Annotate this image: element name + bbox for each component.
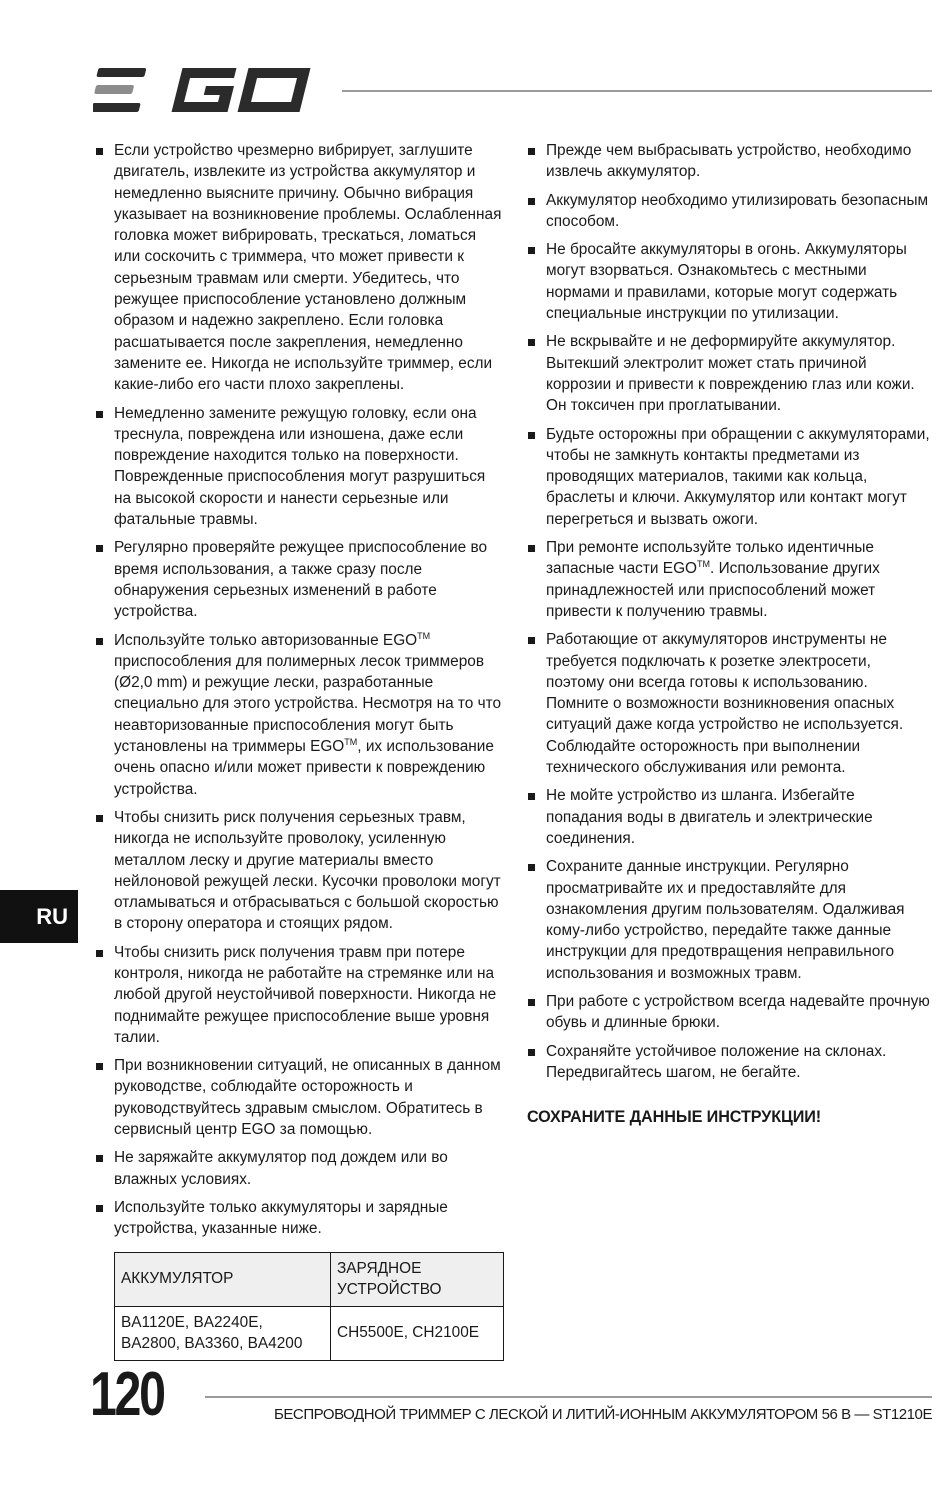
trademark-mark: TM <box>417 630 431 641</box>
list-item-authorized-accessories <box>95 630 505 800</box>
table-header-charger: ЗАРЯДНОЕ УСТРОЙСТВО <box>331 1252 504 1306</box>
list-item: Если устройство чрезмерно вибрирует, заглушите двигатель, извлеките из устройства аккумулятор и немедленно выясните причину. Обычно вибрация указывает на возникновение проблемы. Ослабленная головка может вибрировать, трескаться, ломаться или соскочить с триммера, что может привести к серьезным травмам или смерти. Убедитесь, что режущее приспособление установлено должным образом и надежно закреплено. Если головка расшатывается после закрепления, немедленно замените ее. Никогда не используйте триммер, если какие-либо его части плохо закреплены. <box>95 140 505 396</box>
footer-rule <box>205 1396 932 1398</box>
left-column <box>95 140 505 1361</box>
list-item: При работе с устройством всегда надевайте прочную обувь и длинные брюки. <box>527 991 932 1034</box>
table-row <box>115 1306 504 1360</box>
list-item: Аккумулятор необходимо утилизировать безопасным способом. <box>527 190 932 233</box>
list-item: Чтобы снизить риск получения травм при потере контроля, никогда не работайте на стремянке или на любой другой неустойчивой поверхности. Никогда не поднимайте режущее приспособление выше уровня талии. <box>95 942 505 1048</box>
trademark-mark: TM <box>344 737 358 748</box>
list-item: Сохраняйте устойчивое положение на склонах. Передвигайтесь шагом, не бегайте. <box>527 1041 932 1084</box>
list-item: Работающие от аккумуляторов инструменты не требуется подключать к розетке электросети, поэтому они всегда готовы к использованию. Помните о возможности возникновения опасных ситуаций даже когда устройство не используется. Соблюдайте осторожность при выполнении технического обслуживания или ремонта. <box>527 629 932 778</box>
list-item: Не заряжайте аккумулятор под дождем или во влажных условиях. <box>95 1147 505 1190</box>
list-item: Не мойте устройство из шланга. Избегайте попадания воды в двигатель и электрические соединения. <box>527 785 932 849</box>
table-cell-batteries: BA1120E, BA2240E, BA2800, BA3360, BA4200 <box>115 1306 331 1360</box>
list-item: Не вскрывайте и не деформируйте аккумулятор. Вытекший электролит может стать причиной коррозии и привести к повреждению глаз или кожи. Он токсичен при проглатывании. <box>527 331 932 416</box>
list-item: Регулярно проверяйте режущее приспособление во время использования, а также сразу после обнаружения серьезных изменений в работе устройства. <box>95 537 505 622</box>
table-header-battery: АККУМУЛЯТОР <box>115 1252 331 1306</box>
list-item: Используйте только аккумуляторы и зарядные устройства, указанные ниже. <box>95 1197 505 1240</box>
list-item: При возникновении ситуаций, не описанных в данном руководстве, соблюдайте осторожность и руководствуйтесь здравым смыслом. Обратитесь в сервисный центр EGO за помощью. <box>95 1055 505 1140</box>
text-segment: Используйте только авторизованные EGO <box>114 631 418 649</box>
list-item: Будьте осторожны при обращении с аккумуляторами, чтобы не замкнуть контакты предметами из проводящих материалов, такими как кольца, браслеты и ключи. Аккумулятор или контакт могут перегреться и вызвать ожоги. <box>527 424 932 530</box>
left-bullet-list <box>95 140 505 1240</box>
table-header-row <box>115 1252 504 1306</box>
list-item: Не бросайте аккумуляторы в огонь. Аккумуляторы могут взорваться. Ознакомьтесь с местными нормами и правилами, которые могут содержать специальные инструкции по утилизации. <box>527 239 932 324</box>
text-segment: приспособления для полимерных лесок триммеров (Ø2,0 mm) и режущие лески, разработанные специально для этого устройства. Несмотря на то что неавторизованные приспособления могут быть установлены на триммеры EGO <box>114 652 502 756</box>
header-rule <box>342 90 932 92</box>
text-segment: , их использование очень опасно и/или может привести к повреждению устройства. <box>114 738 494 798</box>
language-tab: RU <box>0 890 78 943</box>
list-item: Прежде чем выбрасывать устройство, необходимо извлечь аккумулятор. <box>527 140 932 183</box>
list-item: Немедленно замените режущую головку, если она треснула, повреждена или изношена, даже если повреждение находится только на поверхности. Поврежденные приспособления могут разрушиться на высокой скорости и нанести серьезные или фатальные травмы. <box>95 403 505 531</box>
footer-title: БЕСПРОВОДНОЙ ТРИММЕР С ЛЕСКОЙ И ЛИТИЙ-ИОННЫМ АККУМУЛЯТОРОМ 56 В — ST1210E <box>273 1406 932 1423</box>
right-column <box>527 140 932 1128</box>
trademark-mark: TM <box>697 559 711 570</box>
table-cell-chargers: CH5500E, CH2100E <box>331 1306 504 1360</box>
list-item-identical-parts <box>527 537 932 622</box>
text-segment: . Использование других принадлежностей или приспособлений может привести к получению травмы. <box>546 560 880 620</box>
list-item: Сохраните данные инструкции. Регулярно просматривайте их и предоставляйте для ознакомления другим пользователям. Одалживая кому-либо устройство, передайте также данные инструкции для предотвращения неправильного использования и возможных травм. <box>527 856 932 984</box>
list-item: Чтобы снизить риск получения серьезных травм, никогда не используйте проволоку, усиленную металлом леску и другие материалы вместо нейлоновой режущей лески. Кусочки проволоки могут отламываться и отбрасываться с большой скоростью в сторону оператора и стоящих рядом. <box>95 807 505 935</box>
text-segment: При ремонте используйте только идентичные запасные части EGO <box>546 539 874 578</box>
ego-logo <box>93 66 321 114</box>
page-number: 120 <box>90 1360 164 1429</box>
save-instructions-heading: СОХРАНИТЕ ДАННЫЕ ИНСТРУКЦИИ! <box>527 1108 822 1127</box>
right-bullet-list <box>527 140 932 1083</box>
battery-charger-table <box>114 1252 504 1361</box>
